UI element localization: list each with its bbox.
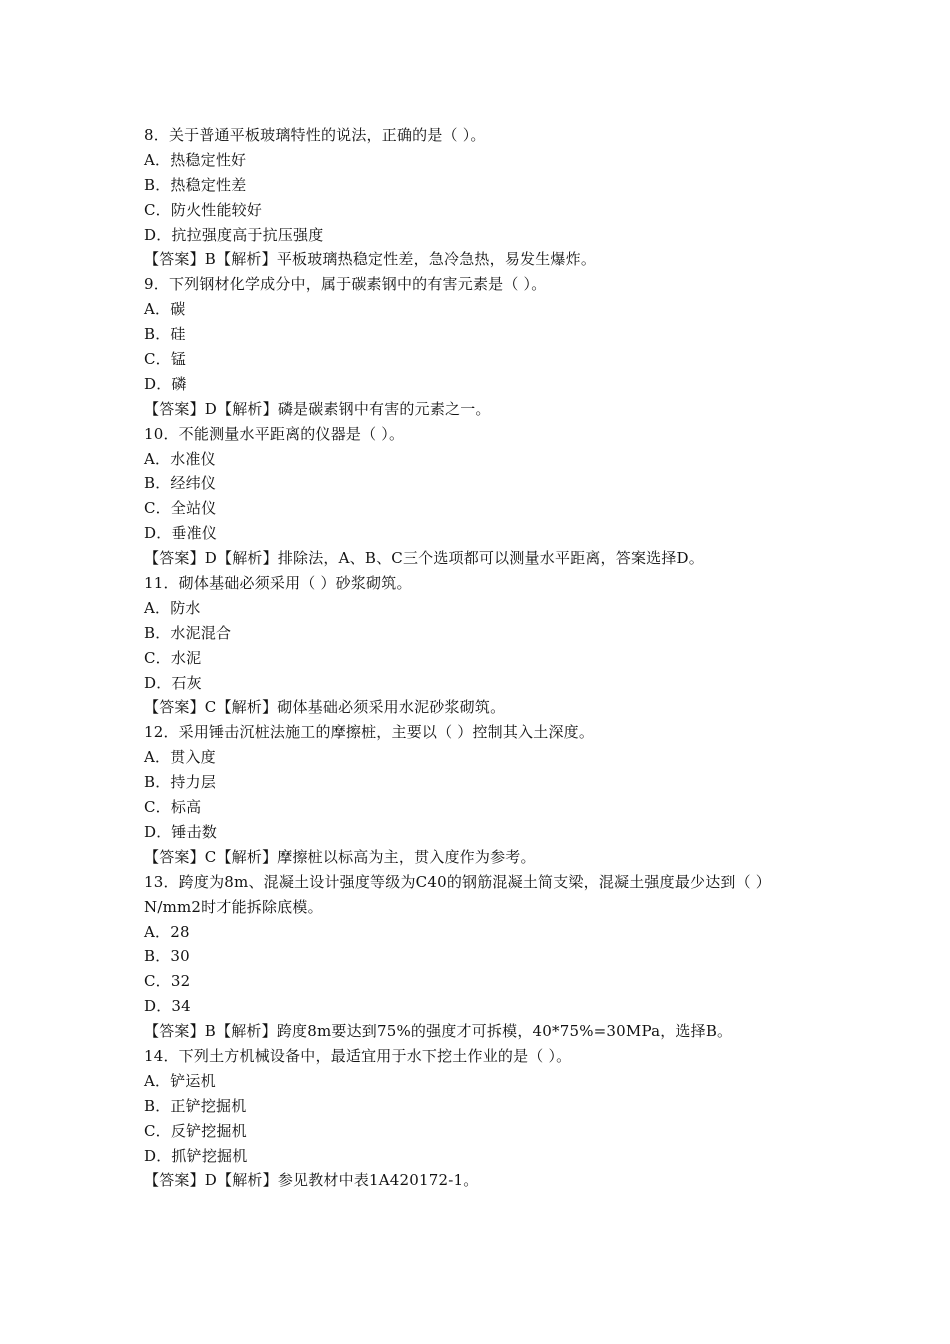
question-8 xyxy=(144,123,824,272)
option-b: B．正铲挖掘机 xyxy=(144,1096,247,1115)
option-d: D．抗拉强度高于抗压强度 xyxy=(144,225,324,244)
document-body xyxy=(144,123,824,1193)
question-9 xyxy=(144,272,824,421)
option-c: C．水泥 xyxy=(144,648,202,667)
question-text: 10．不能测量水平距离的仪器是（ ）。 xyxy=(144,424,405,443)
option-a: A．水准仪 xyxy=(144,449,216,468)
option-c: C．32 xyxy=(144,972,191,991)
option-b: B．热稳定性差 xyxy=(144,175,247,194)
option-d: D．垂准仪 xyxy=(144,524,218,543)
option-b: B．30 xyxy=(144,947,190,966)
option-a: A．防水 xyxy=(144,598,201,617)
answer-explanation: 【答案】D【解析】参见教材中表1A420172-1。 xyxy=(144,1171,479,1190)
option-b: B．经纬仪 xyxy=(144,474,217,493)
option-a: A．贯入度 xyxy=(144,748,216,767)
option-d: D．34 xyxy=(144,997,191,1016)
option-a: A．铲运机 xyxy=(144,1071,216,1090)
answer-explanation: 【答案】B【解析】跨度8m要达到75%的强度才可拆模，40*75%=30MPa，选择B。 xyxy=(144,1022,733,1041)
answer-explanation: 【答案】B【解析】平板玻璃热稳定性差，急冷急热，易发生爆炸。 xyxy=(144,250,597,269)
option-d: D．抓铲挖掘机 xyxy=(144,1146,248,1165)
question-14 xyxy=(144,1044,824,1193)
option-b: B．硅 xyxy=(144,325,186,344)
question-12 xyxy=(144,720,824,869)
option-c: C．全站仪 xyxy=(144,499,217,518)
answer-explanation: 【答案】D【解析】磷是碳素钢中有害的元素之一。 xyxy=(144,399,491,418)
option-c: C．锰 xyxy=(144,350,187,369)
question-text: 12．采用锤击沉桩法施工的摩擦桩，主要以（ ）控制其入土深度。 xyxy=(144,723,595,742)
question-11 xyxy=(144,571,824,720)
question-text: 11．砌体基础必须采用（ ）砂浆砌筑。 xyxy=(144,574,412,593)
option-a: A．28 xyxy=(144,922,190,941)
question-text: 14．下列土方机械设备中，最适宜用于水下挖土作业的是（ ）。 xyxy=(144,1046,572,1065)
answer-explanation: 【答案】D【解析】排除法，A、B、C三个选项都可以测量水平距离，答案选择D。 xyxy=(144,549,704,568)
option-d: D．磷 xyxy=(144,374,187,393)
option-c: C．防火性能较好 xyxy=(144,200,263,219)
answer-explanation: 【答案】C【解析】砌体基础必须采用水泥砂浆砌筑。 xyxy=(144,698,506,717)
question-13 xyxy=(144,870,824,1044)
option-a: A．碳 xyxy=(144,300,186,319)
option-a: A．热稳定性好 xyxy=(144,150,247,169)
option-c: C．反铲挖掘机 xyxy=(144,1121,247,1140)
option-b: B．持力层 xyxy=(144,773,217,792)
question-text: 9．下列钢材化学成分中，属于碳素钢中的有害元素是（ ）。 xyxy=(144,275,547,294)
option-b: B．水泥混合 xyxy=(144,623,232,642)
option-c: C．标高 xyxy=(144,798,202,817)
option-d: D．石灰 xyxy=(144,673,202,692)
question-text: 13．跨度为8m、混凝土设计强度等级为C40的钢筋混凝土简支梁，混凝土强度最少达到（ ）N/mm2时才能拆除底模。 xyxy=(144,872,771,916)
question-text: 8．关于普通平板玻璃特性的说法，正确的是（ ）。 xyxy=(144,126,486,144)
option-d: D．锤击数 xyxy=(144,822,218,841)
question-10 xyxy=(144,422,824,571)
answer-explanation: 【答案】C【解析】摩擦桩以标高为主，贯入度作为参考。 xyxy=(144,847,536,866)
